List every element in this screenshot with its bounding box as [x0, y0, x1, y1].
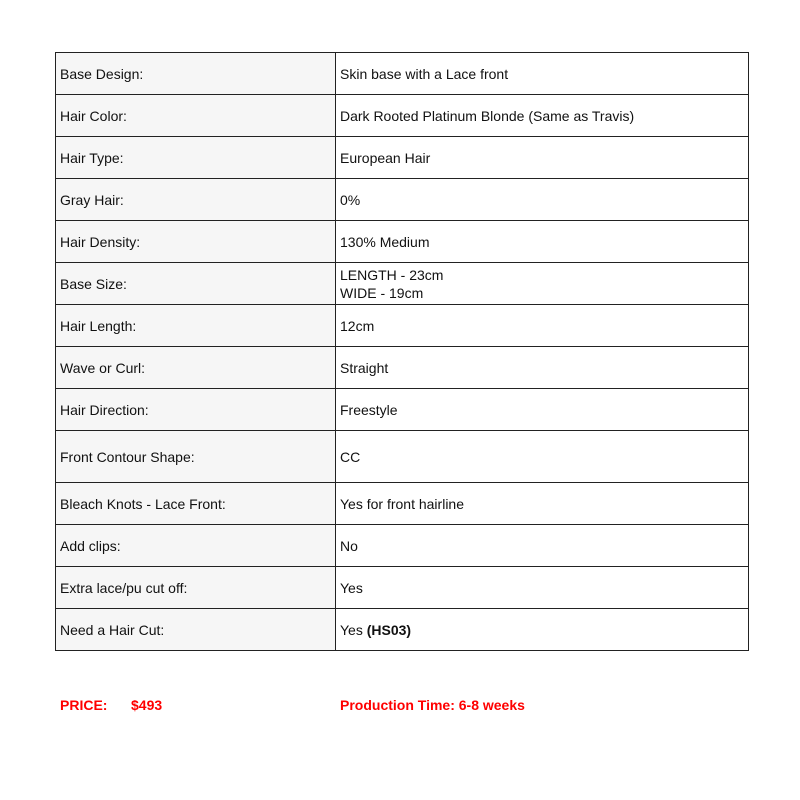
table-row — [56, 431, 749, 483]
row-value: Dark Rooted Platinum Blonde (Same as Travis) — [336, 95, 749, 137]
row-label: Need a Hair Cut: — [56, 609, 336, 651]
hair-spec-table — [55, 52, 749, 651]
table-row — [56, 347, 749, 389]
row-label: Hair Density: — [56, 221, 336, 263]
table-row — [56, 609, 749, 651]
row-label: Front Contour Shape: — [56, 431, 336, 483]
row-value: European Hair — [336, 137, 749, 179]
row-value: Yes — [336, 567, 749, 609]
haircut-answer: Yes — [340, 621, 367, 638]
row-value: CC — [336, 431, 749, 483]
table-row — [56, 179, 749, 221]
table-row — [56, 221, 749, 263]
row-label: Base Design: — [56, 53, 336, 95]
base-length-value: LENGTH - 23cm — [340, 266, 444, 283]
production-time: Production Time: 6-8 weeks — [340, 697, 525, 713]
price-value: $493 — [131, 697, 163, 713]
table-row — [56, 263, 749, 305]
row-value: Skin base with a Lace front — [336, 53, 749, 95]
row-label: Hair Type: — [56, 137, 336, 179]
price-label: PRICE: — [60, 697, 108, 713]
row-value — [336, 263, 749, 305]
table-row — [56, 567, 749, 609]
row-value: Freestyle — [336, 389, 749, 431]
row-value: 130% Medium — [336, 221, 749, 263]
table-row — [56, 525, 749, 567]
table-row — [56, 305, 749, 347]
table-row — [56, 137, 749, 179]
row-label: Base Size: — [56, 263, 336, 305]
row-value: 0% — [336, 179, 749, 221]
table-row — [56, 95, 749, 137]
row-label: Gray Hair: — [56, 179, 336, 221]
row-value: 12cm — [336, 305, 749, 347]
haircut-code: (HS03) — [366, 621, 412, 638]
row-label: Hair Direction: — [56, 389, 336, 431]
base-width-value: WIDE - 19cm — [340, 284, 424, 301]
row-label: Hair Color: — [56, 95, 336, 137]
row-value — [336, 609, 749, 651]
row-label: Wave or Curl: — [56, 347, 336, 389]
row-label: Bleach Knots - Lace Front: — [56, 483, 336, 525]
row-value: Straight — [336, 347, 749, 389]
table-row — [56, 483, 749, 525]
row-label: Extra lace/pu cut off: — [56, 567, 336, 609]
row-label: Add clips: — [56, 525, 336, 567]
table-row — [56, 53, 749, 95]
row-value: Yes for front hairline — [336, 483, 749, 525]
row-value: No — [336, 525, 749, 567]
table-row — [56, 389, 749, 431]
row-label: Hair Length: — [56, 305, 336, 347]
